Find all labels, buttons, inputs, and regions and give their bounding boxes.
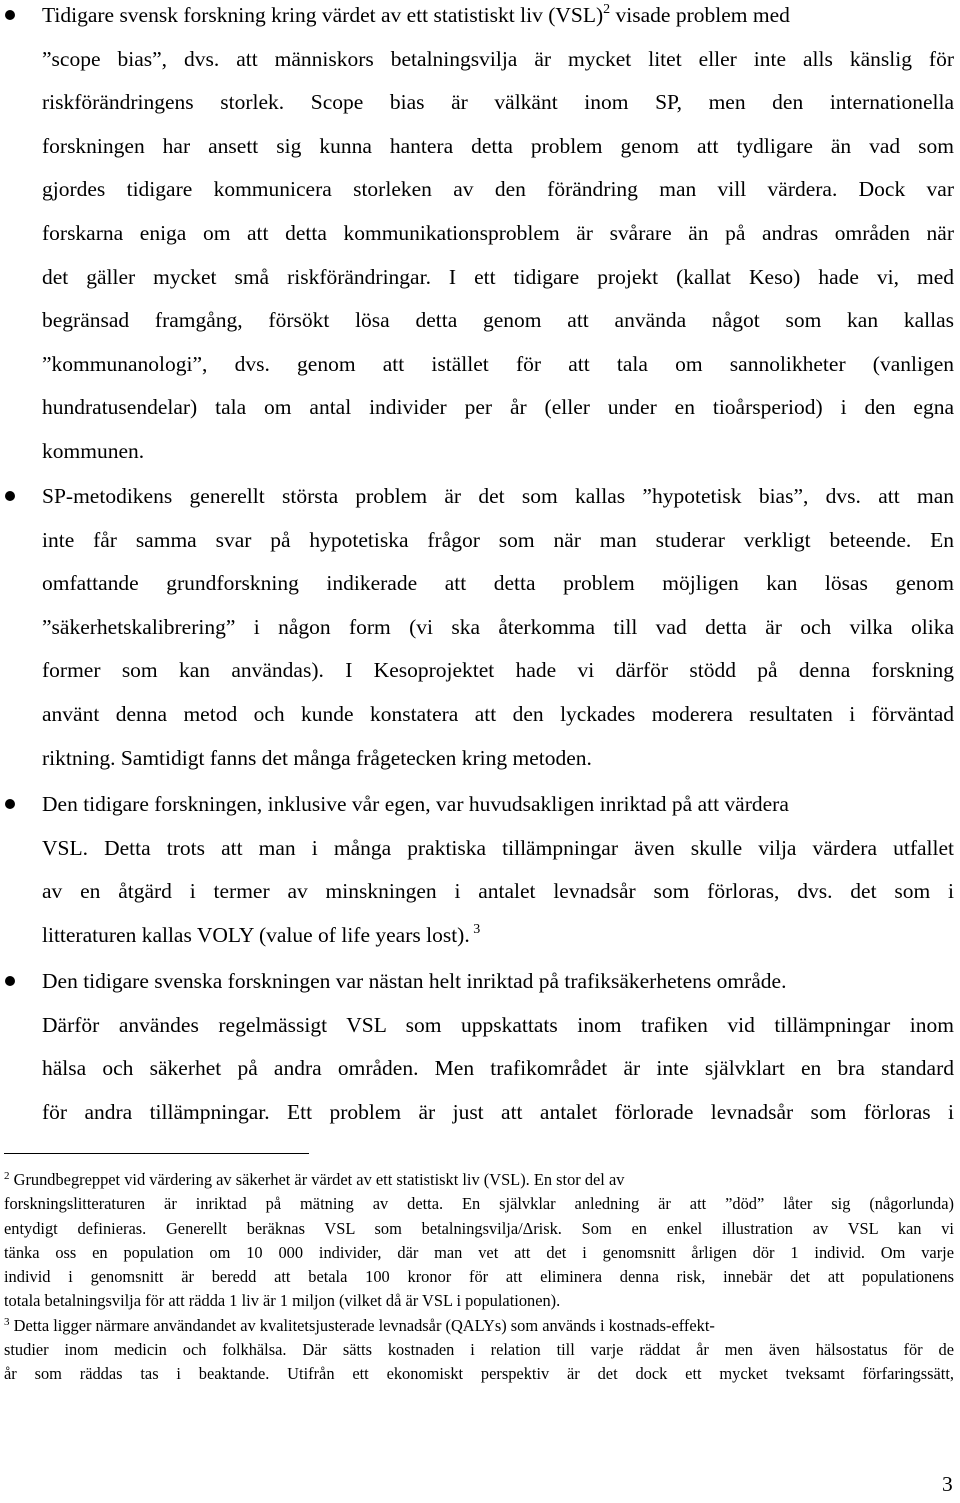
text-line: litteraturen kallas VOLY (value of life years lost). $^3$ [42, 921, 481, 947]
footnote-line: studier inom medicin och folkhälsa. Där sätts kostnaden i relation till varje räddat år men även hälsostatus för de [4, 1340, 954, 1360]
page-number: 3 [942, 1472, 953, 1496]
footnote-ref-3[interactable]: 3 [469, 921, 481, 937]
text-line: Tidigare svensk forskning kring värdet av ett statistiskt liv (VSL)$^2$ visade problem med [42, 2, 790, 27]
text-line: för andra tillämpningar. Ett problem är just att antalet förlorade levnadsår som förloras i [42, 1099, 954, 1124]
bullet-scope-bias [42, 0, 954, 474]
text-line: ”scope bias”, dvs. att människors betalningsvilja är mycket litet eller inte alls känslig för [42, 46, 954, 71]
text-line: former som kan användas). I Kesoprojektet hade vi därför stödd på denna forskning [42, 658, 954, 683]
text-line: inte får samma svar på hypotetiska frågor som när man studerar verkligt beteende. En [42, 527, 954, 552]
bullet-hypothetical-bias [42, 475, 954, 780]
text-line: Den tidigare forskningen, inklusive vår egen, var huvudsakligen inriktad på att värdera [42, 792, 789, 816]
footnote-2: $^2$ Grundbegreppet vid värdering av säkerhet är värdet av ett statistiskt liv (VSL). En stor del av [4, 1170, 625, 1189]
text-line: riskförändringens storlek. Scope bias är välkänt inom SP, men den internationella [42, 90, 954, 115]
text-line: Därför användes regelmässigt VSL som uppskattats inom trafiken vid tillämpningar inom [42, 1012, 954, 1037]
bullet-dot-icon [5, 976, 15, 986]
text-line: hundratusendelar) tala om antal individer per år (eller under en tioårsperiod) i den egna [42, 395, 954, 420]
footnote-line: entydigt definieras. Generellt beräknas VSL som betalningsvilja/Δrisk. Som en enkel illustration av VSL kan vi [4, 1218, 954, 1238]
text-line: forskningen har ansett sig kunna hantera detta problem genom att tydligare än vad som [42, 133, 954, 158]
footnote-mark: 2 [4, 1170, 10, 1182]
footnote-mark: 3 [4, 1315, 10, 1328]
text-line: använt denna metod och kunde konstatera att den lyckades moderera resultaten i förväntad [42, 701, 954, 726]
text-line: ”säkerhetskalibrering” i någon form (vi ska återkomma till vad detta är och vilka olika [42, 614, 954, 639]
text-line: gjordes tidigare kommunicera storleken av den förändring man vill värdera. Dock var [42, 177, 954, 202]
footnote-separator [4, 1153, 309, 1154]
text-line: av en åtgärd i termer av minskningen i antalet levnadsår som förloras, dvs. det som i [42, 879, 954, 904]
footnote-line: totala betalningsvilja för att rädda 1 liv är 1 miljon (vilket då är VSL i populationen). [4, 1291, 561, 1311]
footnote-line: år som räddas tas i beaktande. Utifrån ett ekonomiskt perspektiv är det dock ett mycket tveksamt förfaringssätt, [4, 1364, 954, 1384]
bullet-dot-icon [5, 799, 15, 809]
footnote-ref-2[interactable]: 2 [603, 2, 611, 17]
footnote-3: $^3$ Detta ligger närmare användandet av kvalitetsjusterade levnadsår (QALYs) som används i kostnads-effekt- [4, 1315, 715, 1335]
bullet-vsl-voly [42, 783, 954, 957]
text-line: VSL. Detta trots att man i många praktiska tillämpningar även skulle vilja värdera utfallet [42, 835, 954, 860]
bullet-dot-icon [5, 10, 15, 20]
text-line: SP-metodikens generellt största problem är det som kallas ”hypotetisk bias”, dvs. att man [42, 484, 954, 508]
footnotes [4, 1168, 954, 1387]
text-line: ”kommunanologi”, dvs. genom att istället för att tala om sannolikheter (vanligen [42, 351, 954, 376]
text-line: det gäller mycket små riskförändringar. I ett tidigare projekt (kallat Keso) hade vi, med [42, 264, 954, 289]
bullet-dot-icon [5, 491, 15, 501]
text-line: hälsa och säkerhet på andra områden. Men trafikområdet är inte självklart en bra standard [42, 1056, 954, 1081]
text-line: begränsad framgång, försökt lösa detta genom att använda något som kan kallas [42, 308, 954, 333]
footnote-line: forskningslitteraturen är inriktad på mätning av detta. En självklar anledning är att ”död” låter sig (någorlunda) [4, 1194, 954, 1214]
text-line: riktning. Samtidigt fanns det många frågetecken kring metoden. [42, 745, 592, 770]
text-line: kommunen. [42, 438, 145, 463]
bullet-traffic-safety [42, 960, 954, 1134]
text-line: forskarna eniga om att detta kommunikationsproblem är svårare än på andras områden när [42, 220, 954, 245]
footnote-line: tänka oss en population om 10 000 individer, där man vet att det i genomsnitt årligen dör 1 individ. Om varje [4, 1242, 954, 1262]
text-line: Den tidigare svenska forskningen var nästan helt inriktad på trafiksäkerhetens område. [42, 969, 787, 993]
text-line: omfattande grundforskning indikerade att detta problem möjligen kan lösas genom [42, 571, 954, 596]
footnote-line: individ i genomsnitt är beredd att betala 100 kronor för att eliminera denna risk, innebär det att populationens [4, 1267, 954, 1287]
